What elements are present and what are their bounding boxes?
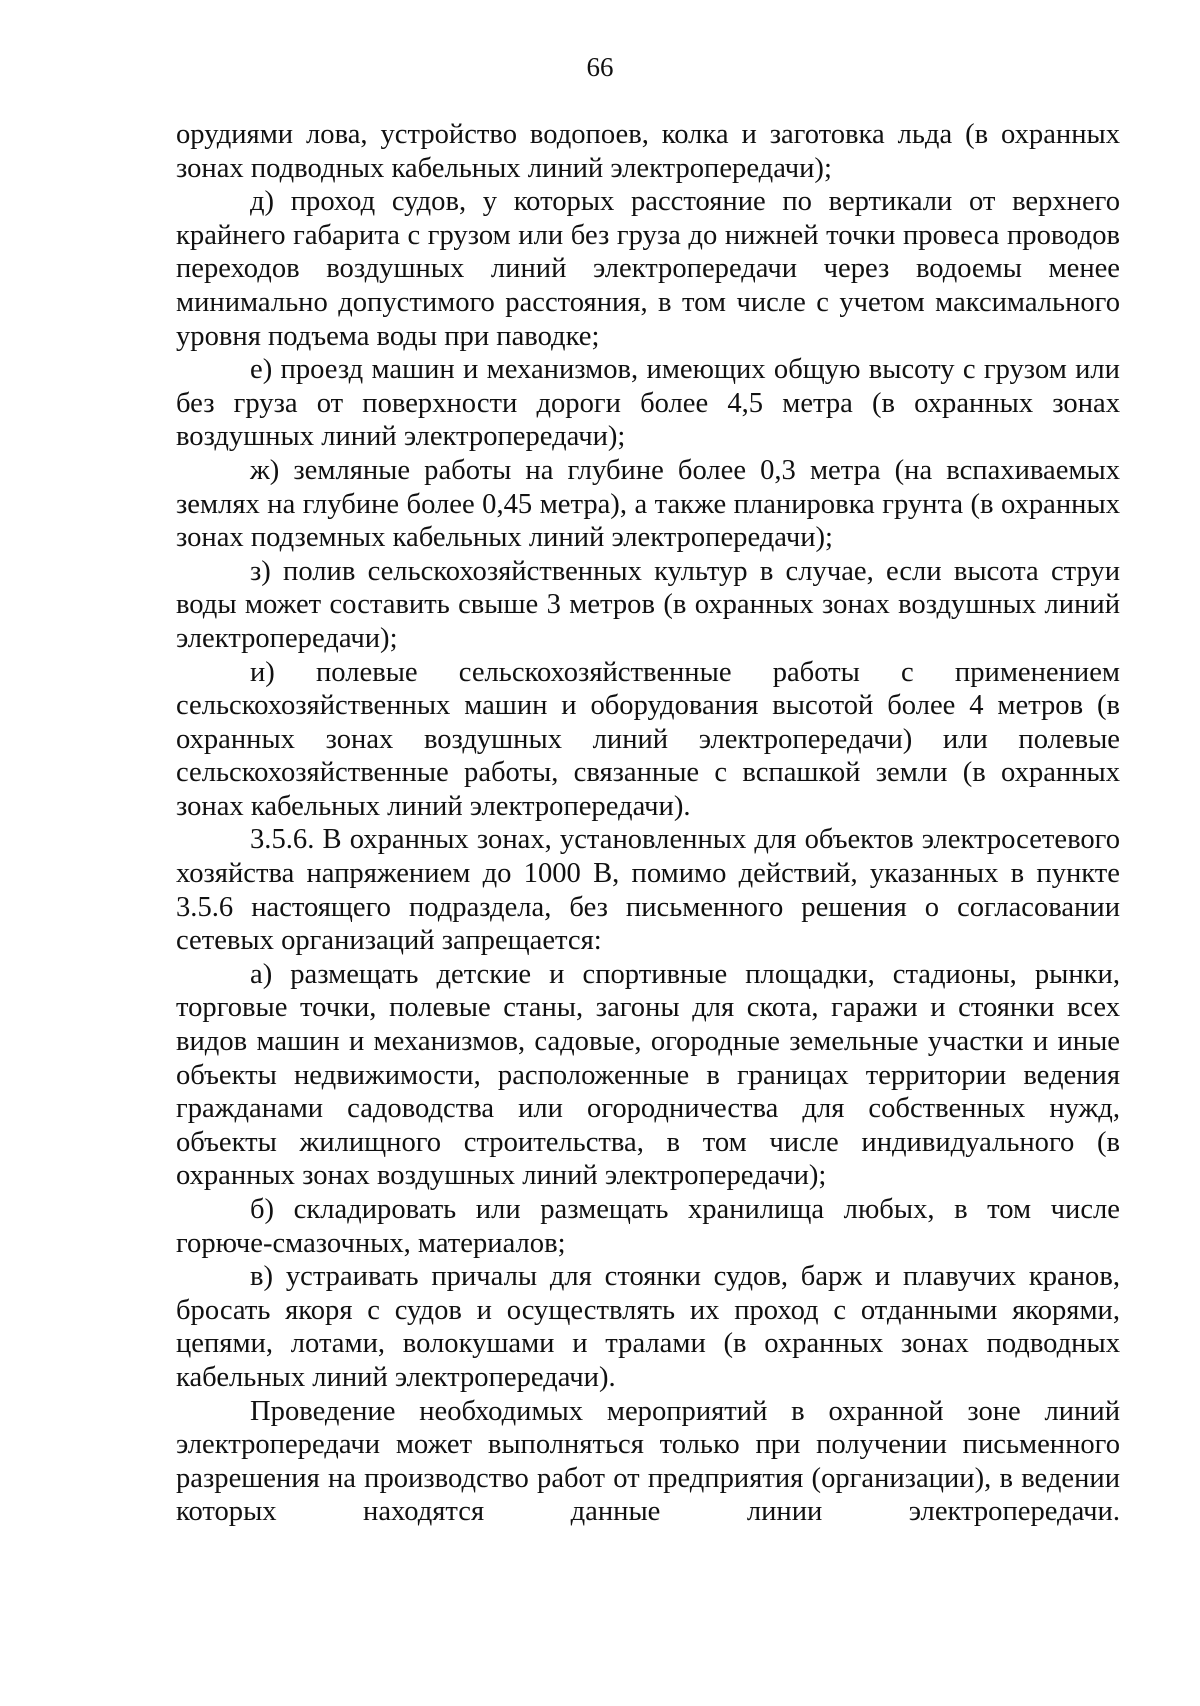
paragraph-item-z: з) полив сельскохозяйственных культур в случае, если высота струи воды может составить свыше 3 метров (в охранных зонах воздушных линий электропередачи); — [176, 555, 1120, 654]
page-number: 66 — [586, 52, 614, 82]
paragraph-item-d: д) проход судов, у которых расстояние по вертикали от верхнего крайнего габарита с грузом или без груза до нижней точки провеса проводов переходов воздушных линий электропередачи через водоемы менее минимально допустимого расстояния, в том числе с учетом максимального уровня подъема воды при паводке; — [176, 186, 1120, 352]
paragraph-continuation: орудиями лова, устройство водопоев, колка и заготовка льда (в охранных зонах подводных кабельных линий электропередачи); — [176, 119, 1120, 184]
paragraph-item-e: е) проезд машин и механизмов, имеющих общую высоту с грузом или без груза от поверхности дороги более 4,5 метра (в охранных зонах воздушных линий электропередачи); — [176, 354, 1120, 453]
paragraph-item-i: и) полевые сельскохозяйственные работы с применением сельскохозяйственных машин и оборудования высотой более 4 метров (в охранных зонах воздушных линий электропередачи) или полевые сельскохозяйственные работы, связанные с вспашкой земли (в охранных зонах кабельных линий электропередачи). — [176, 656, 1120, 822]
paragraph-item-b: б) складировать или размещать хранилища любых, в том числе горюче-смазочных, материалов; — [176, 1194, 1120, 1259]
document-body — [176, 118, 1120, 1529]
paragraph-conclusion: Проведение необходимых мероприятий в охранной зоне линий электропередачи может выполняться только при получении письменного разрешения на производство работ от предприятия (организации), в ведении которых находятся данные линии электропередачи. — [176, 1395, 1120, 1528]
paragraph-section-3-5-6: 3.5.6. В охранных зонах, установленных для объектов электросетевого хозяйства напряжением до 1000 В, помимо действий, указанных в пункте 3.5.6 настоящего подраздела, без письменного решения о согласовании сетевых организаций запрещается: — [176, 824, 1120, 957]
paragraph-item-zh: ж) земляные работы на глубине более 0,3 метра (на вспахиваемых землях на глубине более 0,45 метра), а также планировка грунта (в охранных зонах подземных кабельных линий электропередачи); — [176, 454, 1120, 554]
paragraph-item-v: в) устраивать причалы для стоянки судов, барж и плавучих кранов, бросать якоря с судов и осуществлять их проход с отданными якорями, цепями, лотами, волокушами и тралами (в охранных зонах подводных кабельных линий электропередачи). — [176, 1261, 1120, 1393]
paragraph-item-a: а) размещать детские и спортивные площадки, стадионы, рынки, торговые точки, полевые станы, загоны для скота, гаражи и стоянки всех видов машин и механизмов, садовые, огородные земельные участки и иные объекты недвижимости, расположенные в границах территории ведения гражданами садоводства или огородничества для собственных нужд, объекты жилищного строительства, в том числе индивидуального (в охранных зонах воздушных линий электропередачи); — [176, 958, 1120, 1192]
